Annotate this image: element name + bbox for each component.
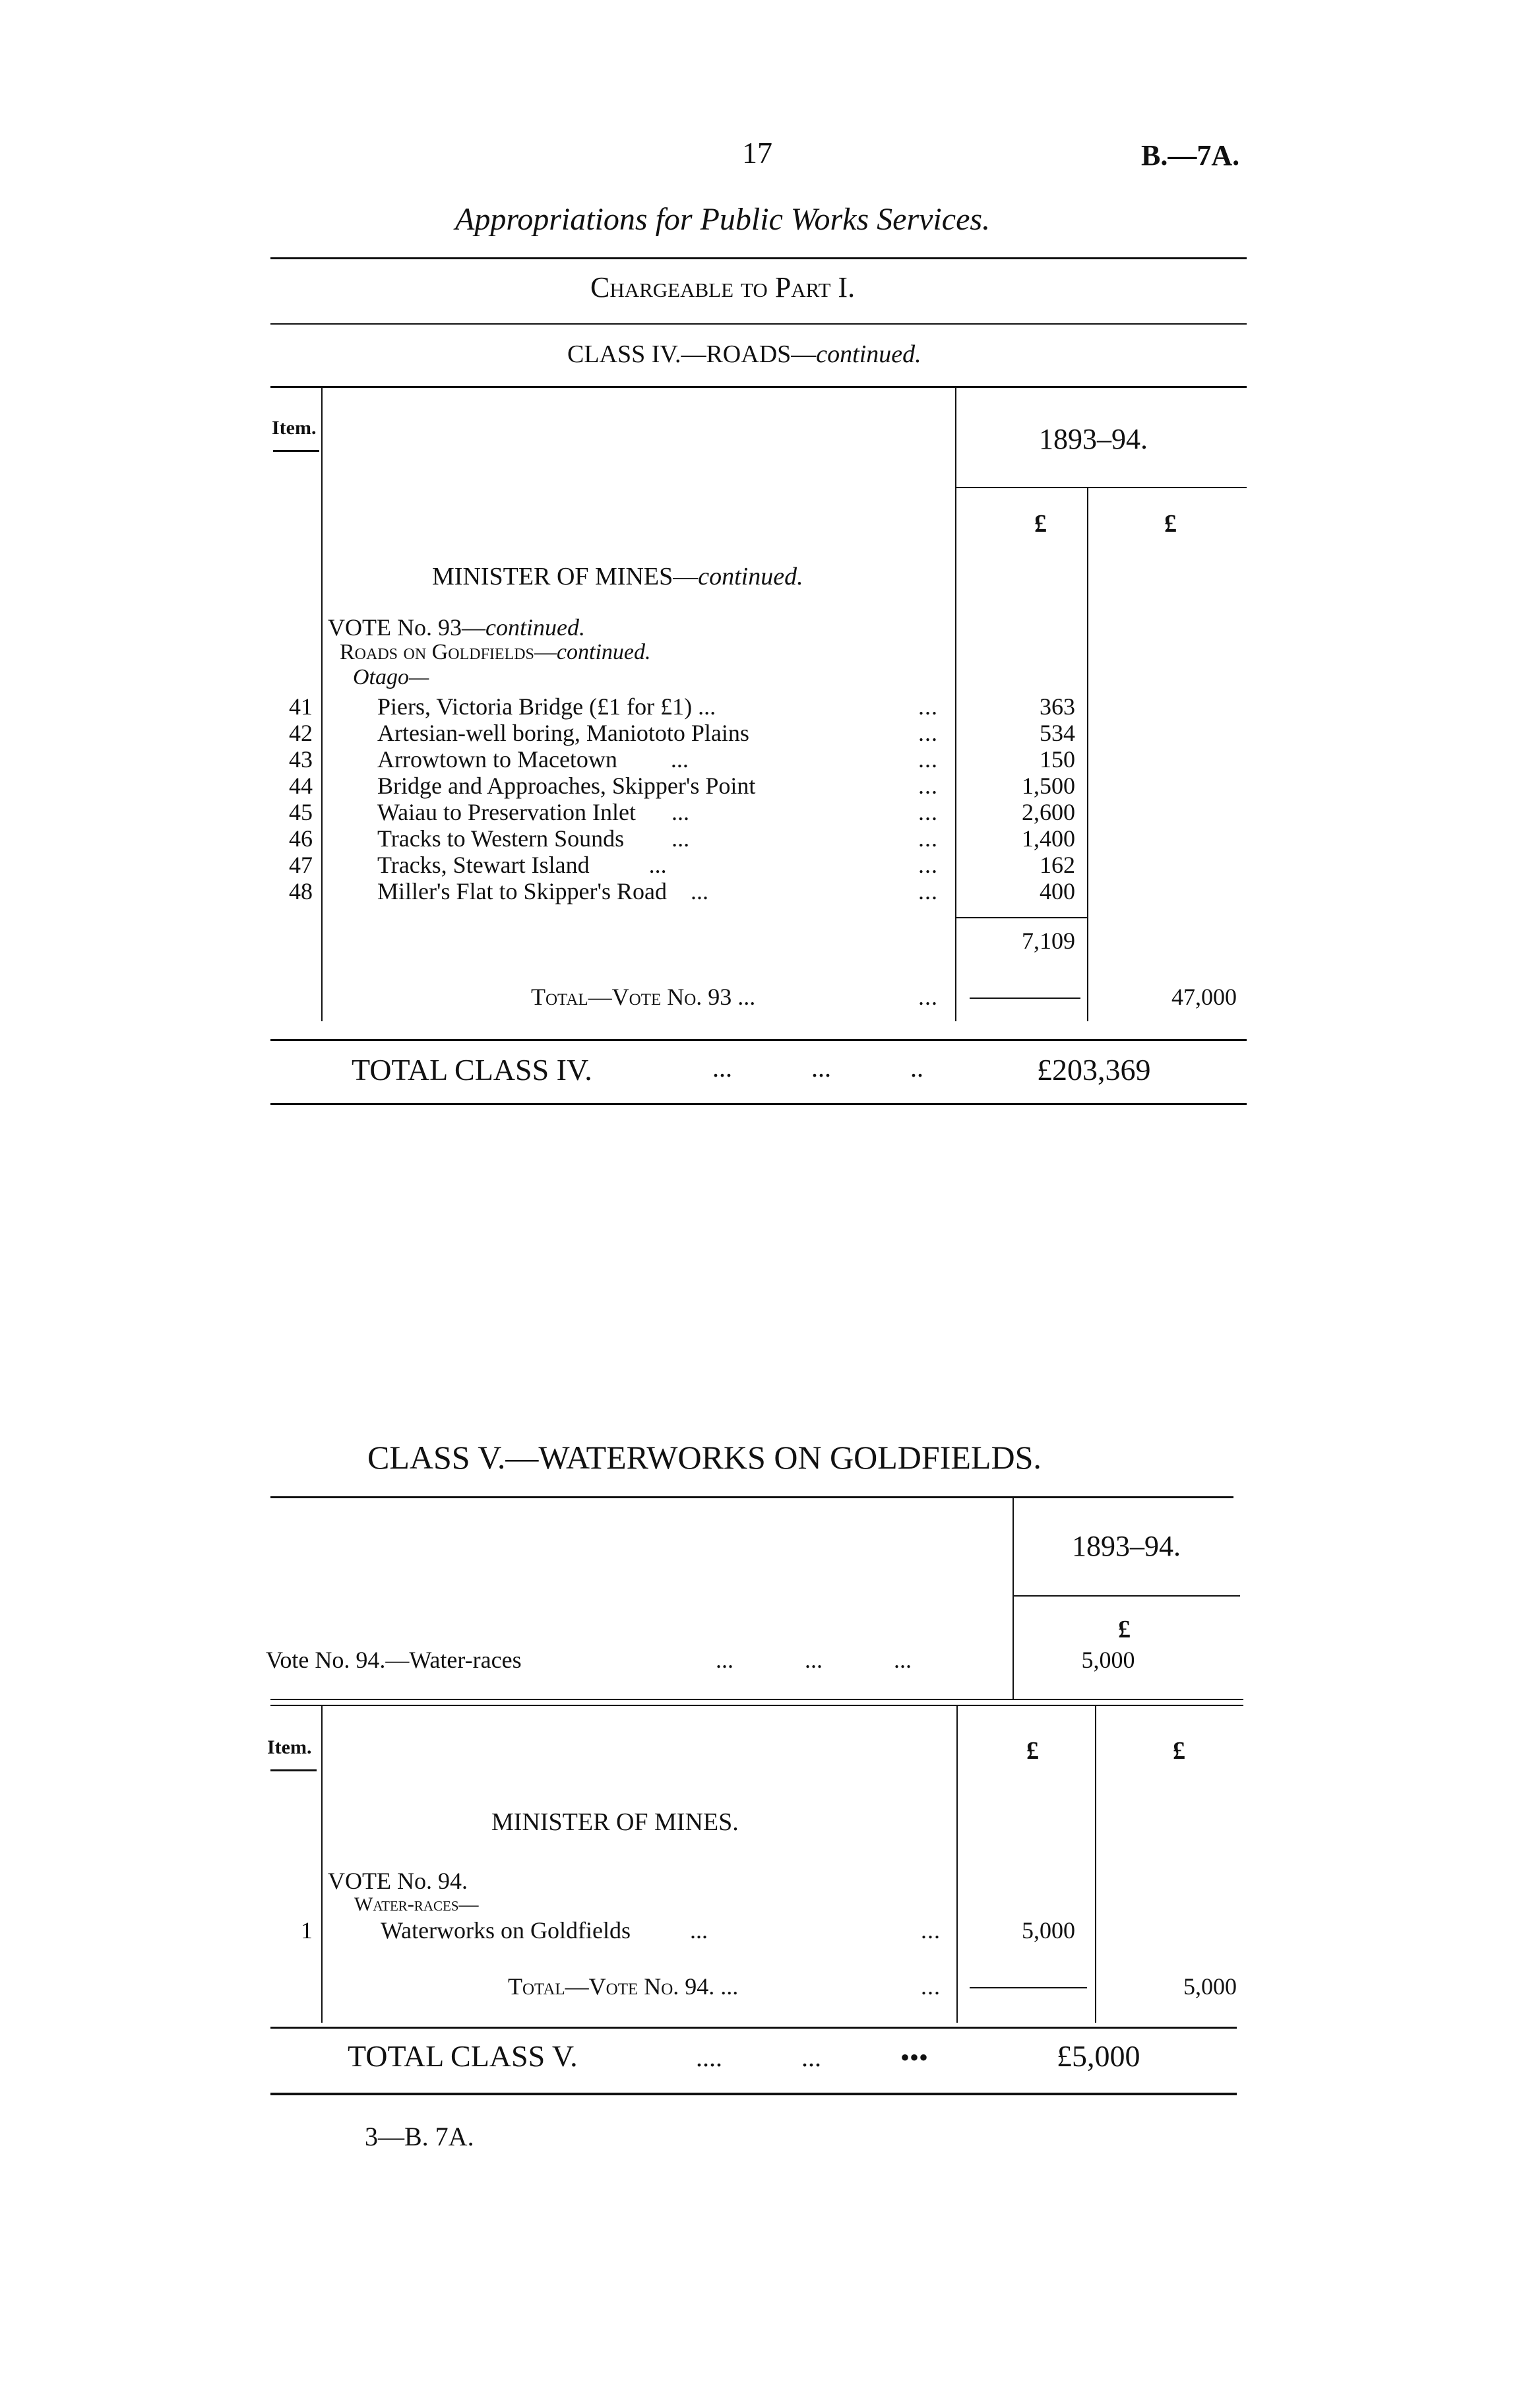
item-column-header: Item. <box>272 417 317 439</box>
subheading: Water-races— <box>354 1893 479 1915</box>
row-leader-dots: ... <box>921 1917 941 1944</box>
rule <box>273 450 319 452</box>
rule <box>270 1705 1243 1706</box>
rule <box>956 487 1247 488</box>
row-item-number: 48 <box>289 878 313 904</box>
row-leader-dots: ... <box>918 825 938 852</box>
total-vote-dots: ... <box>918 984 938 1010</box>
class-heading-main: CLASS IV.—ROADS— <box>567 340 817 368</box>
row-description: Arrowtown to Macetown ... <box>377 746 689 773</box>
column-divider <box>956 1706 958 2023</box>
row-amount: 534 <box>1040 720 1075 746</box>
currency-symbol: £ <box>1034 510 1047 538</box>
column-divider <box>321 388 323 1021</box>
row-leader-dots: ... <box>918 773 938 799</box>
row-description: Tracks, Stewart Island ... <box>377 852 667 878</box>
total-class-amount: £203,369 <box>1037 1053 1151 1087</box>
row-item-number: 45 <box>289 799 313 825</box>
minister-heading: MINISTER OF MINES. <box>491 1808 739 1836</box>
row-amount: 400 <box>1040 878 1075 904</box>
row-description: Bridge and Approaches, Skipper's Point <box>377 773 756 799</box>
rule <box>270 1103 1247 1105</box>
row-item-number: 44 <box>289 773 313 799</box>
rule <box>970 998 1080 999</box>
summary-vote-dots: ... ... ... <box>716 1647 912 1673</box>
rule <box>270 2093 1237 2095</box>
column-divider <box>1087 488 1088 1021</box>
page-title: Appropriations for Public Works Services. <box>455 202 991 237</box>
row-leader-dots: ... <box>918 878 938 904</box>
chargeable-heading: Chargeable to Part I. <box>590 271 856 303</box>
page-number: 17 <box>742 136 772 170</box>
class-heading <box>567 340 921 369</box>
rule <box>956 917 1087 918</box>
row-amount: 2,600 <box>1022 799 1075 825</box>
rule <box>270 1496 1233 1498</box>
minister-heading-main: MINISTER OF MINES— <box>432 563 699 590</box>
vote-heading-continued: continued. <box>485 614 585 641</box>
rule <box>270 1039 1247 1041</box>
currency-symbol: £ <box>1164 510 1177 538</box>
column-divider <box>1013 1498 1014 1699</box>
currency-symbol: £ <box>1173 1737 1185 1765</box>
rule <box>270 386 1247 388</box>
row-amount: 5,000 <box>1022 1917 1075 1944</box>
vote-heading <box>328 614 585 641</box>
rule <box>270 257 1247 259</box>
total-class-dots: ... ... .. <box>712 1053 923 1083</box>
row-description: Artesian-well boring, Maniototo Plains <box>377 720 749 746</box>
subheading-main: Roads on Goldfields— <box>340 640 557 664</box>
rule <box>270 1699 1243 1700</box>
row-amount: 1,500 <box>1022 773 1075 799</box>
row-description: Waterworks on Goldfields ... <box>381 1917 708 1944</box>
row-item-number: 43 <box>289 746 313 773</box>
total-vote-label: Total—Vote No. 94. ... <box>508 1973 739 2000</box>
total-class-amount: £5,000 <box>1057 2039 1140 2073</box>
row-amount: 363 <box>1040 693 1075 720</box>
total-vote-label: Total—Vote No. 93 ... <box>531 984 756 1010</box>
row-item-number: 47 <box>289 852 313 878</box>
printer-signature: 3—B. 7A. <box>365 2122 474 2151</box>
total-class-dots: .... ... ••• <box>696 2043 929 2072</box>
class-heading-continued: continued. <box>816 340 921 368</box>
subtotal-amount: 7,109 <box>1022 928 1075 954</box>
region-heading: Otago— <box>353 665 429 689</box>
rule <box>270 1769 317 1771</box>
row-item-number: 1 <box>301 1917 313 1944</box>
summary-vote-label: Vote No. 94.—Water-races <box>266 1647 522 1673</box>
row-item-number: 41 <box>289 693 313 720</box>
column-divider <box>1095 1706 1096 2023</box>
vote-heading-main: VOTE No. 93— <box>328 614 485 641</box>
row-description: Miller's Flat to Skipper's Road ... <box>377 878 708 904</box>
section-heading: CLASS V.—WATERWORKS ON GOLDFIELDS. <box>367 1439 1042 1476</box>
summary-vote-amount: 5,000 <box>1081 1647 1135 1673</box>
total-class-label: TOTAL CLASS IV. <box>352 1053 592 1087</box>
currency-symbol: £ <box>1026 1737 1039 1765</box>
row-leader-dots: ... <box>918 720 938 746</box>
document-reference: B.—7A. <box>1141 139 1240 172</box>
total-class-label: TOTAL CLASS V. <box>348 2039 578 2073</box>
minister-heading-continued: continued. <box>698 563 803 590</box>
total-vote-dots: ... <box>921 1973 941 2000</box>
row-leader-dots: ... <box>918 746 938 773</box>
row-description: Piers, Victoria Bridge (£1 for £1) ... <box>377 693 716 720</box>
row-description: Waiau to Preservation Inlet ... <box>377 799 689 825</box>
year-header: 1893–94. <box>1072 1530 1181 1562</box>
total-vote-amount: 5,000 <box>1183 1973 1237 2000</box>
currency-symbol: £ <box>1118 1616 1131 1643</box>
rule <box>1014 1595 1240 1597</box>
row-item-number: 42 <box>289 720 313 746</box>
row-leader-dots: ... <box>918 693 938 720</box>
row-item-number: 46 <box>289 825 313 852</box>
row-amount: 162 <box>1040 852 1075 878</box>
vote-heading: VOTE No. 94. <box>328 1868 468 1894</box>
row-leader-dots: ... <box>918 852 938 878</box>
row-description: Tracks to Western Sounds ... <box>377 825 690 852</box>
year-header: 1893–94. <box>1039 423 1148 455</box>
total-vote-amount: 47,000 <box>1171 984 1237 1010</box>
subheading-continued: continued. <box>556 640 651 664</box>
rule <box>970 1987 1087 1988</box>
minister-heading <box>432 562 803 591</box>
rule <box>270 323 1247 325</box>
rule <box>270 2027 1237 2029</box>
column-divider <box>321 1706 323 2023</box>
item-column-header: Item. <box>267 1736 312 1758</box>
row-leader-dots: ... <box>918 799 938 825</box>
subheading <box>340 640 650 665</box>
row-amount: 150 <box>1040 746 1075 773</box>
row-amount: 1,400 <box>1022 825 1075 852</box>
